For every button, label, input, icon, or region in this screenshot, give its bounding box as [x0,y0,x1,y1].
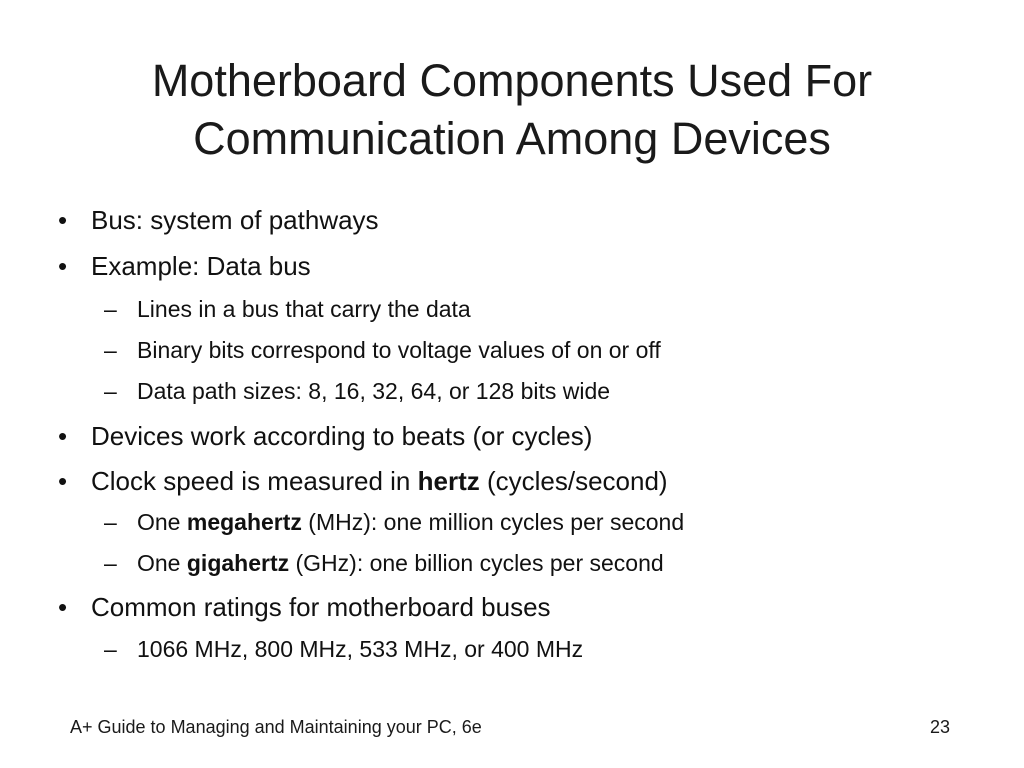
sub-bullet-text-post: (GHz): one billion cycles per second [289,550,664,576]
sub-bullet-text [137,549,664,577]
bullet-marker: • [58,592,68,622]
bullet-text: Bus: system of pathways [91,205,379,235]
bullet-marker: • [58,466,68,496]
dash-marker: – [104,378,117,404]
bullet-marker: • [58,421,68,451]
bullet-marker: • [58,205,68,235]
sub-bullet-text [137,508,684,536]
bullet-text: Common ratings for motherboard buses [91,592,551,622]
sub-bullet-text: 1066 MHz, 800 MHz, 533 MHz, or 400 MHz [137,636,584,662]
dash-marker: – [104,337,117,363]
sub-bullet-text-post: (MHz): one million cycles per second [301,509,685,535]
sub-bullet-text-pre: One [137,509,187,535]
sub-bullet-text: Binary bits correspond to voltage values of on or off [137,337,661,363]
bullet-text-pre: Clock speed is measured in [91,466,418,496]
footer-page-number: 23 [930,717,951,737]
term-hertz: hertz [417,466,480,496]
slide-title-line-1: Motherboard Components Used For [151,55,873,106]
bullet-text: Devices work according to beats (or cycles) [91,421,593,451]
term-gigahertz: gigahertz [186,550,290,576]
slide-title-line-2: Communication Among Devices [193,113,831,164]
dash-marker: – [104,296,117,322]
footer-book-title: A+ Guide to Managing and Maintaining your PC, 6e [70,717,482,737]
sub-bullet-text: Lines in a bus that carry the data [137,296,471,322]
bullet-text: Example: Data bus [91,251,311,281]
bullet-text [91,465,668,497]
sub-bullet-text: Data path sizes: 8, 16, 32, 64, or 128 bits wide [137,378,611,404]
term-megahertz: megahertz [186,509,302,535]
dash-marker: – [104,550,117,576]
dash-marker: – [104,509,117,535]
bullet-marker: • [58,251,68,281]
sub-bullet-text-pre: One [137,550,187,576]
bullet-text-post: (cycles/second) [479,466,668,496]
dash-marker: – [104,636,117,662]
